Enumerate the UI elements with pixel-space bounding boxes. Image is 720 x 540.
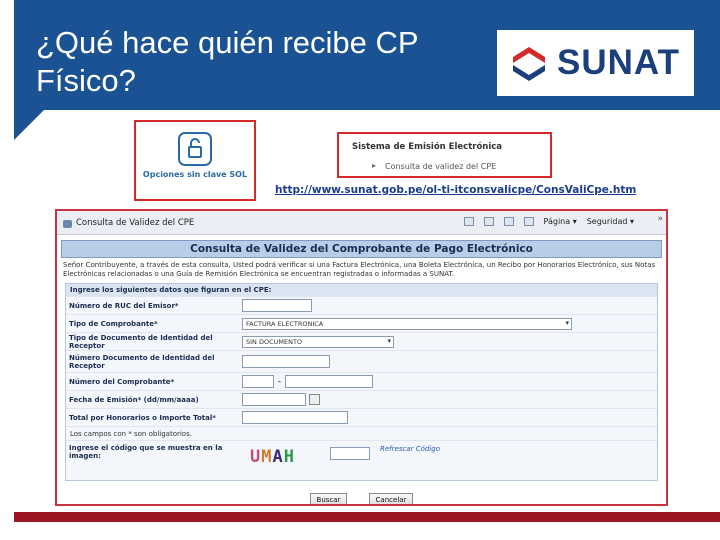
captcha-label: Ingrese el código que se muestra en la imagen: xyxy=(69,444,223,460)
serie-separator: - xyxy=(278,377,281,386)
mail-icon[interactable] xyxy=(504,217,514,226)
consulta-url-link[interactable]: http://www.sunat.gob.pe/ol-ti-itconsvalicpe/ConsValiCpe.htm xyxy=(275,184,637,196)
bottom-accent-bar xyxy=(14,512,720,522)
captcha-image: UMAH xyxy=(250,447,295,467)
total-row xyxy=(66,408,657,426)
sistema-emision-title: Sistema de Emisión Electrónica xyxy=(352,142,503,152)
sol-options-label: Opciones sin clave SOL xyxy=(142,170,248,179)
numero-documento-row xyxy=(66,350,657,372)
numero-comprobante-row xyxy=(66,372,657,390)
browser-tab[interactable]: Consulta de Validez del CPE xyxy=(60,215,200,233)
refresh-captcha-link[interactable]: Refrescar Código xyxy=(380,445,440,453)
sol-options-box[interactable] xyxy=(134,120,256,201)
consulta-form xyxy=(65,283,658,481)
logo-text: SUNAT xyxy=(557,43,680,82)
numero-documento-input[interactable] xyxy=(242,355,330,368)
ruc-label: Número de RUC del Emisor* xyxy=(69,301,179,310)
tipo-comprobante-select[interactable]: FACTURA ELECTRONICA ▾ xyxy=(242,318,572,330)
home-icon[interactable] xyxy=(464,217,474,226)
consulta-validez-link[interactable]: ▸ Consulta de validez del CPE xyxy=(352,162,550,171)
tipo-documento-row xyxy=(66,332,657,350)
form-buttons xyxy=(57,487,666,506)
fecha-emision-row xyxy=(66,390,657,408)
page-heading: Consulta de Validez del Comprobante de Pago Electrónico xyxy=(61,240,662,258)
ruc-row xyxy=(66,296,657,314)
required-note: Los campos con * son obligatorios. xyxy=(66,426,657,440)
captcha-input[interactable] xyxy=(330,447,370,460)
lock-icon xyxy=(178,132,212,166)
intro-text: Señor Contribuyente, a través de esta consulta, Usted podrá verificar si una Factura Electrónica, una Boleta Electrónica, un Recibo por Honorarios Electrónico, sus Notas Electrónicas relacionadas o una Guía de Remisión Electrónica se encuentran registradas o informadas a SUNAT. xyxy=(63,261,656,278)
tipo-comprobante-label: Tipo de Comprobante* xyxy=(69,319,158,328)
captcha-row xyxy=(66,440,657,480)
chevron-right-icon[interactable]: » xyxy=(657,214,663,224)
print-icon[interactable] xyxy=(524,217,534,226)
sunat-logo-mark-icon xyxy=(509,43,549,83)
tipo-documento-label: Tipo de Documento de Identidad del Receptor xyxy=(69,333,213,350)
search-button[interactable]: Buscar xyxy=(310,493,348,506)
seguridad-menu[interactable]: Seguridad ▾ xyxy=(586,217,634,226)
serie-input[interactable] xyxy=(242,375,274,388)
total-input[interactable] xyxy=(242,411,348,424)
numero-input[interactable] xyxy=(285,375,373,388)
browser-tools xyxy=(464,217,634,226)
fecha-emision-label: Fecha de Emisión* (dd/mm/aaaa) xyxy=(69,395,199,404)
calendar-icon[interactable] xyxy=(309,394,320,405)
ruc-input[interactable] xyxy=(242,299,312,312)
total-label: Total por Honorarios o Importe Total* xyxy=(69,413,216,422)
tipo-comprobante-row xyxy=(66,314,657,332)
sunat-logo xyxy=(497,30,694,96)
slide-title: ¿Qué hace quién recibe CP Físico? xyxy=(36,25,418,98)
tipo-documento-select[interactable]: SIN DOCUMENTO ▾ xyxy=(242,336,394,348)
browser-screenshot xyxy=(55,209,668,506)
cancel-button[interactable]: Cancelar xyxy=(369,493,414,506)
numero-comprobante-label: Número del Comprobante* xyxy=(69,377,175,386)
numero-documento-label: Número Documento de Identidad del Receptor xyxy=(69,353,215,370)
feeds-icon[interactable] xyxy=(484,217,494,226)
pagina-menu[interactable]: Página ▾ xyxy=(543,217,577,226)
sistema-emision-box xyxy=(337,132,552,178)
form-header: Ingrese los siguientes datos que figuran en el CPE: xyxy=(66,284,657,296)
browser-toolbar xyxy=(57,211,666,235)
fecha-emision-input[interactable] xyxy=(242,393,306,406)
